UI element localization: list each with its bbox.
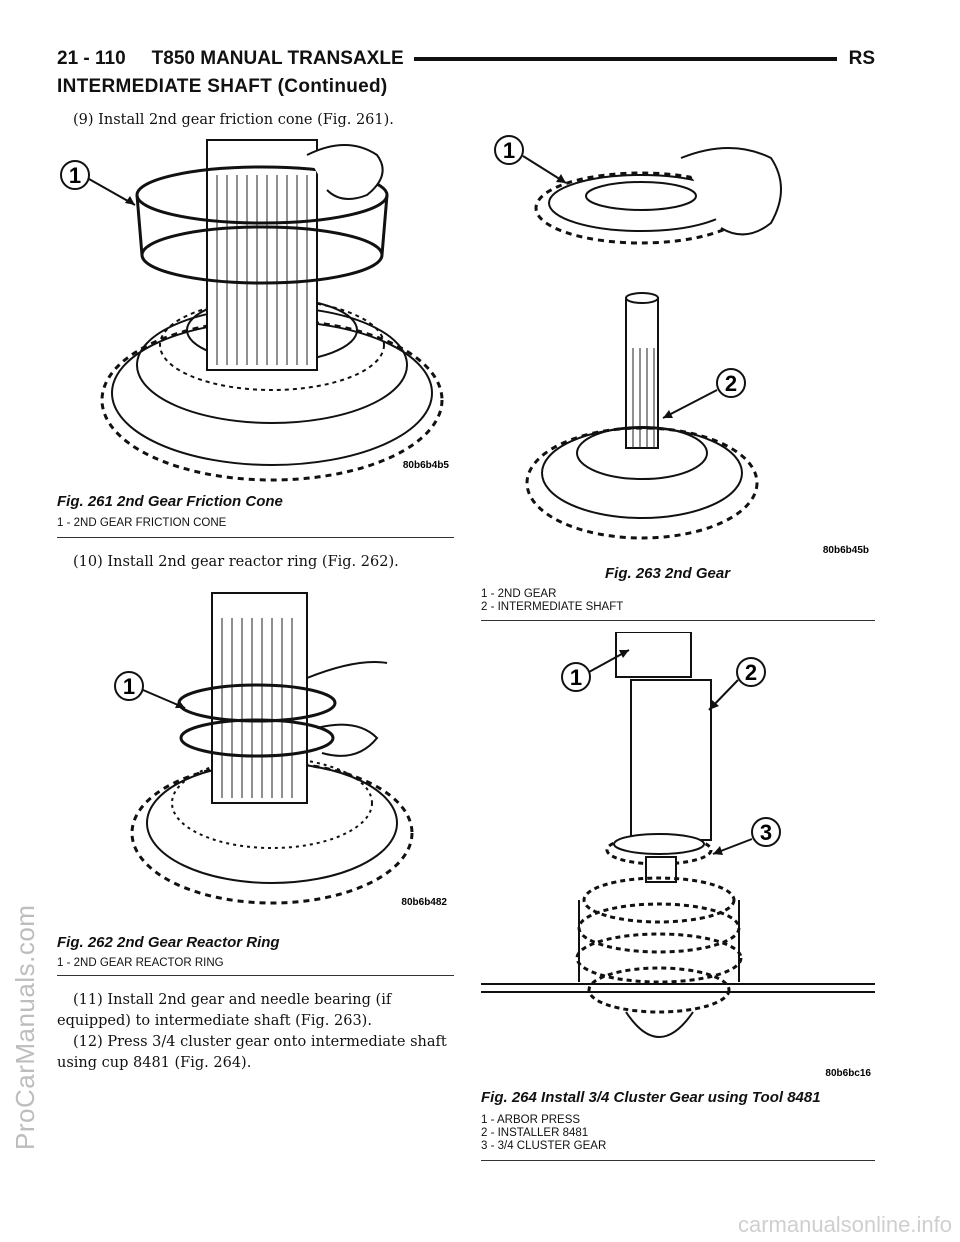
fig-261-illustration bbox=[57, 135, 454, 485]
fig-263-rule bbox=[481, 620, 875, 621]
fig-263-callout-1: 1 bbox=[502, 138, 516, 163]
model-code: RS bbox=[848, 48, 875, 69]
fig-261-legend bbox=[57, 517, 226, 530]
fig-263-image-code: 80b6b45b bbox=[822, 545, 869, 556]
fig-263-legend-item: 2 - INTERMEDIATE SHAFT bbox=[481, 601, 624, 613]
step-10-text: (10) Install 2nd gear reactor ring (Fig. 262). bbox=[73, 554, 399, 570]
fig-261-caption: Fig. 261 2nd Gear Friction Cone bbox=[57, 493, 283, 510]
fig-262-caption: Fig. 262 2nd Gear Reactor Ring bbox=[57, 934, 280, 951]
fig-264-callout-3: 3 bbox=[759, 820, 773, 845]
fig-262-callout-1: 1 bbox=[122, 674, 136, 699]
footer-watermark: carmanualsonline.info bbox=[737, 1212, 952, 1237]
fig-263-callout-2: 2 bbox=[724, 371, 738, 396]
step-9-text: (9) Install 2nd gear friction cone (Fig. 261). bbox=[73, 112, 394, 128]
page-number: 21 - 110 bbox=[57, 48, 126, 69]
fig-264-legend-item: 3 - 3/4 CLUSTER GEAR bbox=[481, 1140, 607, 1152]
header-rule bbox=[414, 57, 837, 61]
fig-262-illustration bbox=[57, 588, 454, 913]
fig-264-legend-item: 2 - INSTALLER 8481 bbox=[481, 1127, 589, 1139]
page-header bbox=[57, 44, 875, 74]
fig-263-legend-item: 1 - 2ND GEAR bbox=[481, 588, 557, 600]
fig-262-legend-item: 1 - 2ND GEAR REACTOR RING bbox=[57, 957, 224, 969]
fig-264-illustration bbox=[481, 632, 875, 1082]
step-11 bbox=[57, 990, 454, 1032]
fig-261-rule bbox=[57, 537, 454, 538]
fig-264-callout-2: 2 bbox=[744, 660, 758, 685]
step-12-text: (12) Press 3/4 cluster gear onto intermediate shaft using cup 8481 (Fig. 264). bbox=[57, 1034, 447, 1071]
fig-263-illustration bbox=[481, 128, 875, 558]
fig-262-rule bbox=[57, 975, 454, 976]
fig-262-image-code: 80b6b482 bbox=[401, 897, 447, 908]
fig-262-legend bbox=[57, 957, 224, 970]
step-11-text: (11) Install 2nd gear and needle bearing (if equipped) to intermediate shaft (Fig. 263). bbox=[57, 992, 392, 1029]
step-12 bbox=[57, 1032, 454, 1074]
fig-264-callout-1: 1 bbox=[569, 665, 583, 690]
fig-261-image-code: 80b6b4b5 bbox=[402, 460, 449, 471]
fig-263-caption: Fig. 263 2nd Gear bbox=[605, 565, 731, 582]
fig-264-legend-item: 1 - ARBOR PRESS bbox=[481, 1114, 581, 1126]
fig-261-callout-1: 1 bbox=[68, 163, 82, 188]
manual-title: T850 MANUAL TRANSAXLE bbox=[151, 48, 404, 69]
step-9 bbox=[57, 110, 454, 131]
fig-264-rule bbox=[481, 1160, 875, 1161]
fig-264-image-code: 80b6bc16 bbox=[825, 1068, 871, 1079]
fig-264-caption: Fig. 264 Install 3/4 Cluster Gear using Tool 8481 bbox=[481, 1089, 821, 1106]
section-title: INTERMEDIATE SHAFT (Continued) bbox=[57, 76, 388, 97]
side-watermark: ProCarManuals.com bbox=[10, 904, 40, 1150]
fig-261-legend-item: 1 - 2ND GEAR FRICTION CONE bbox=[57, 517, 227, 529]
fig-264-legend bbox=[481, 1114, 606, 1153]
fig-263-legend bbox=[481, 588, 623, 614]
step-10 bbox=[57, 552, 454, 573]
